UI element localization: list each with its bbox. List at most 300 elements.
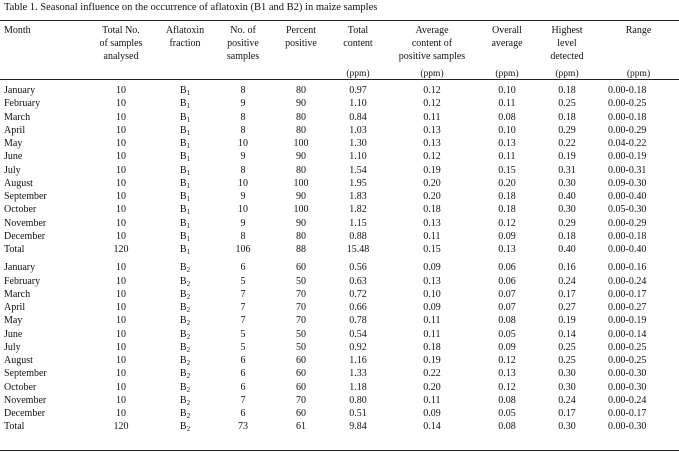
highest-level-cell: 0.16 xyxy=(558,262,576,274)
fraction-letter: B xyxy=(179,230,187,242)
overall-average-cell: 0.11 xyxy=(498,98,516,110)
fraction-cell xyxy=(156,301,214,314)
overall-average-cell: 0.12 xyxy=(498,217,516,229)
fraction-letter: B xyxy=(179,368,187,380)
positive-cell: 6 xyxy=(240,355,246,366)
header-row xyxy=(0,24,679,63)
percent-cell: 100 xyxy=(293,138,309,149)
total-content-cell: 1.83 xyxy=(349,191,367,202)
header-total-content: Total content xyxy=(343,25,373,49)
samples-cell: 10 xyxy=(116,368,126,380)
highest-level-cell: 0.30 xyxy=(558,421,576,433)
range-cell: 0.00-0.17 xyxy=(608,408,647,419)
table-row xyxy=(0,177,679,190)
table-row xyxy=(0,111,679,124)
unit-cell: (ppm) xyxy=(346,69,370,79)
fraction-subscript: 1 xyxy=(186,221,191,230)
average-content-cell: 0.09 xyxy=(423,262,441,274)
table-row xyxy=(0,275,679,288)
positive-cell: 9 xyxy=(240,217,246,229)
total-content-cell: 1.03 xyxy=(349,124,367,136)
overall-average-cell: 0.12 xyxy=(498,381,516,393)
samples-cell: 10 xyxy=(116,328,126,340)
percent-cell: 60 xyxy=(296,408,306,419)
fraction-subscript: 1 xyxy=(186,181,191,190)
highest-level-cell: 0.18 xyxy=(558,111,576,123)
overall-average-cell: 0.15 xyxy=(498,164,516,176)
table-row xyxy=(0,314,679,327)
highest-level-cell: 0.17 xyxy=(558,408,576,419)
percent-cell: 80 xyxy=(296,164,306,176)
samples-cell: 10 xyxy=(116,275,126,287)
fraction-subscript: 2 xyxy=(186,319,191,328)
fraction-cell xyxy=(156,97,214,110)
percent-cell: 70 xyxy=(296,302,306,313)
average-content-cell: 0.12 xyxy=(423,85,441,96)
highest-level-cell: 0.24 xyxy=(558,394,576,406)
highest-level-cell: 0.40 xyxy=(558,191,576,202)
positive-cell: 5 xyxy=(240,275,246,287)
total-content-cell: 0.63 xyxy=(349,275,367,287)
range-cell: 0.00-0.29 xyxy=(608,124,647,136)
range-cell: 0.00-0.30 xyxy=(608,368,647,380)
total-content-cell: 1.30 xyxy=(349,138,367,149)
samples-cell: 120 xyxy=(113,244,129,255)
fraction-cell xyxy=(156,190,214,203)
month-cell: December xyxy=(4,408,46,419)
highest-level-cell: 0.19 xyxy=(558,315,576,327)
total-content-cell: 0.54 xyxy=(349,328,367,340)
fraction-subscript: 2 xyxy=(186,292,191,301)
positive-cell: 6 xyxy=(240,408,246,419)
fraction-subscript: 2 xyxy=(186,306,191,314)
fraction-letter: B xyxy=(179,302,187,313)
fraction-cell xyxy=(156,275,214,288)
percent-cell: 90 xyxy=(296,98,306,110)
total-content-cell: 0.72 xyxy=(349,288,367,300)
table-row xyxy=(0,407,679,420)
average-content-cell: 0.13 xyxy=(423,275,441,287)
samples-cell: 10 xyxy=(116,204,126,216)
unit-cell xyxy=(214,63,272,80)
percent-cell: 88 xyxy=(296,244,306,255)
highest-level-cell: 0.25 xyxy=(558,98,576,110)
range-cell: 0.00-0.31 xyxy=(608,164,647,176)
month-cell: February xyxy=(4,98,41,110)
total-content-cell: 1.95 xyxy=(349,177,367,189)
unit-cell xyxy=(272,63,330,80)
percent-cell: 60 xyxy=(296,262,306,274)
fraction-subscript: 1 xyxy=(186,155,191,164)
average-content-cell: 0.19 xyxy=(423,164,441,176)
range-cell: 0.00-0.19 xyxy=(608,151,647,163)
header-average-content: Average content of positive samples xyxy=(398,25,466,62)
fraction-letter: B xyxy=(179,328,187,340)
table-row xyxy=(0,230,679,243)
samples-cell: 10 xyxy=(116,302,126,313)
fraction-letter: B xyxy=(179,138,187,149)
overall-average-cell: 0.12 xyxy=(498,355,516,366)
average-content-cell: 0.11 xyxy=(423,315,441,327)
fraction-cell xyxy=(156,217,214,230)
total-content-cell: 0.66 xyxy=(349,302,367,313)
fraction-subscript: 2 xyxy=(186,372,191,381)
fraction-cell xyxy=(156,341,214,354)
percent-cell: 50 xyxy=(296,341,306,353)
percent-cell: 80 xyxy=(296,111,306,123)
fraction-subscript: 1 xyxy=(186,248,191,256)
positive-cell: 10 xyxy=(238,177,248,189)
samples-cell: 10 xyxy=(116,138,126,149)
fraction-letter: B xyxy=(179,98,187,110)
fraction-cell xyxy=(156,288,214,301)
fraction-letter: B xyxy=(179,394,187,406)
range-cell: 0.00-0.24 xyxy=(608,394,647,406)
positive-cell: 106 xyxy=(235,244,251,255)
table-row xyxy=(0,261,679,274)
positive-cell: 6 xyxy=(240,262,246,274)
month-cell: June xyxy=(4,328,23,340)
total-content-cell: 0.78 xyxy=(349,315,367,327)
range-cell: 0.00-0.24 xyxy=(608,275,647,287)
percent-cell: 60 xyxy=(296,368,306,380)
table-row xyxy=(0,203,679,216)
fraction-cell xyxy=(156,261,214,274)
samples-cell: 10 xyxy=(116,288,126,300)
samples-cell: 10 xyxy=(116,111,126,123)
units-row xyxy=(0,63,679,80)
header-highest-level: Highest level detected xyxy=(550,25,584,62)
percent-cell: 80 xyxy=(296,230,306,242)
month-cell: January xyxy=(4,85,36,96)
average-content-cell: 0.20 xyxy=(423,177,441,189)
samples-cell: 10 xyxy=(116,262,126,274)
range-cell: 0.00-0.40 xyxy=(608,191,647,202)
positive-cell: 8 xyxy=(240,85,246,96)
month-cell: August xyxy=(4,177,33,189)
positive-cell: 10 xyxy=(238,138,248,149)
percent-cell: 100 xyxy=(293,177,309,189)
total-content-cell: 1.16 xyxy=(349,355,367,366)
fraction-letter: B xyxy=(179,421,187,433)
fraction-cell xyxy=(156,243,214,256)
positive-cell: 73 xyxy=(238,421,248,433)
positive-cell: 8 xyxy=(240,124,246,136)
average-content-cell: 0.22 xyxy=(423,368,441,380)
overall-average-cell: 0.07 xyxy=(498,302,516,313)
positive-cell: 5 xyxy=(240,328,246,340)
bottom-rule xyxy=(0,450,679,451)
fraction-letter: B xyxy=(179,244,187,255)
month-cell: October xyxy=(4,204,37,216)
fraction-subscript: 1 xyxy=(186,234,191,243)
average-content-cell: 0.09 xyxy=(423,302,441,313)
range-cell: 0.00-0.14 xyxy=(608,328,647,340)
range-cell: 0.00-0.27 xyxy=(608,302,647,313)
fraction-letter: B xyxy=(179,288,187,300)
month-cell: January xyxy=(4,262,36,274)
table-row xyxy=(0,217,679,230)
average-content-cell: 0.12 xyxy=(423,98,441,110)
overall-average-cell: 0.10 xyxy=(498,85,516,96)
highest-level-cell: 0.30 xyxy=(558,368,576,380)
fraction-cell xyxy=(156,150,214,163)
range-cell: 0.00-0.29 xyxy=(608,217,647,229)
highest-level-cell: 0.25 xyxy=(558,355,576,366)
highest-level-cell: 0.14 xyxy=(558,328,576,340)
percent-cell: 50 xyxy=(296,328,306,340)
fraction-subscript: 1 xyxy=(186,102,191,111)
samples-cell: 10 xyxy=(116,177,126,189)
samples-cell: 10 xyxy=(116,85,126,96)
fraction-letter: B xyxy=(179,275,187,287)
highest-level-cell: 0.30 xyxy=(558,177,576,189)
table-row xyxy=(0,84,679,97)
unit-cell xyxy=(156,63,214,80)
header-month: Month xyxy=(4,25,31,36)
percent-cell: 50 xyxy=(296,275,306,287)
fraction-letter: B xyxy=(179,408,187,419)
average-content-cell: 0.11 xyxy=(423,328,441,340)
percent-cell: 80 xyxy=(296,124,306,136)
overall-average-cell: 0.18 xyxy=(498,191,516,202)
samples-cell: 10 xyxy=(116,164,126,176)
month-cell: June xyxy=(4,151,23,163)
range-cell: 0.00-0.19 xyxy=(608,315,647,327)
positive-cell: 9 xyxy=(240,191,246,202)
average-content-cell: 0.20 xyxy=(423,191,441,202)
total-content-cell: 1.54 xyxy=(349,164,367,176)
total-content-cell: 1.10 xyxy=(349,98,367,110)
overall-average-cell: 0.13 xyxy=(498,138,516,149)
unit-cell xyxy=(86,63,156,80)
range-cell: 0.04-0.22 xyxy=(608,138,647,149)
table-row xyxy=(0,190,679,203)
samples-cell: 10 xyxy=(116,408,126,419)
fraction-letter: B xyxy=(179,111,187,123)
table-caption: Table 1. Seasonal influence on the occurrence of aflatoxin (B1 and B2) in maize samples xyxy=(4,2,378,13)
month-cell: March xyxy=(4,288,31,300)
table-row xyxy=(0,137,679,150)
month-cell: May xyxy=(4,138,23,149)
fraction-subscript: 2 xyxy=(186,398,191,407)
positive-cell: 8 xyxy=(240,111,246,123)
fraction-letter: B xyxy=(179,191,187,202)
fraction-subscript: 1 xyxy=(186,208,191,217)
samples-cell: 10 xyxy=(116,230,126,242)
fraction-letter: B xyxy=(179,164,187,176)
header-fraction: Aflatoxin fraction xyxy=(165,25,205,49)
fraction-letter: B xyxy=(179,204,187,216)
fraction-letter: B xyxy=(179,85,187,96)
month-cell: March xyxy=(4,111,31,123)
table-row xyxy=(0,301,679,314)
highest-level-cell: 0.29 xyxy=(558,124,576,136)
samples-cell: 120 xyxy=(113,421,129,433)
fraction-cell xyxy=(156,124,214,137)
samples-cell: 10 xyxy=(116,355,126,366)
samples-cell: 10 xyxy=(116,98,126,110)
fraction-letter: B xyxy=(179,315,187,327)
samples-cell: 10 xyxy=(116,381,126,393)
positive-cell: 7 xyxy=(240,315,246,327)
fraction-letter: B xyxy=(179,177,187,189)
month-cell: April xyxy=(4,302,26,313)
percent-cell: 70 xyxy=(296,288,306,300)
range-cell: 0.00-0.25 xyxy=(608,98,647,110)
positive-cell: 7 xyxy=(240,288,246,300)
total-content-cell: 0.88 xyxy=(349,230,367,242)
range-cell: 0.00-0.18 xyxy=(608,111,647,123)
percent-cell: 90 xyxy=(296,217,306,229)
overall-average-cell: 0.08 xyxy=(498,111,516,123)
total-content-cell: 1.33 xyxy=(349,368,367,380)
month-cell: Total xyxy=(4,244,25,255)
positive-cell: 10 xyxy=(238,204,248,216)
samples-cell: 10 xyxy=(116,341,126,353)
overall-average-cell: 0.13 xyxy=(498,368,516,380)
unit-cell: (ppm) xyxy=(626,69,651,79)
percent-cell: 60 xyxy=(296,381,306,393)
month-cell: May xyxy=(4,315,23,327)
range-cell: 0.05-0.30 xyxy=(608,204,647,216)
table-row xyxy=(0,367,679,380)
range-cell: 0.00-0.16 xyxy=(608,262,647,274)
overall-average-cell: 0.05 xyxy=(498,408,516,419)
positive-cell: 9 xyxy=(240,98,246,110)
fraction-cell xyxy=(156,328,214,341)
fraction-subscript: 1 xyxy=(186,142,191,150)
month-cell: September xyxy=(4,191,47,202)
total-content-cell: 0.80 xyxy=(349,394,367,406)
fraction-letter: B xyxy=(179,262,187,274)
b1-section xyxy=(0,84,679,256)
fraction-cell xyxy=(156,177,214,190)
overall-average-cell: 0.05 xyxy=(498,328,516,340)
average-content-cell: 0.09 xyxy=(423,408,441,419)
month-cell: November xyxy=(4,217,47,229)
fraction-cell xyxy=(156,367,214,380)
table-row xyxy=(0,328,679,341)
month-cell: December xyxy=(4,230,46,242)
fraction-cell xyxy=(156,203,214,216)
samples-cell: 10 xyxy=(116,191,126,202)
fraction-letter: B xyxy=(179,124,187,136)
fraction-subscript: 2 xyxy=(186,412,191,420)
total-content-cell: 0.92 xyxy=(349,341,367,353)
fraction-letter: B xyxy=(179,151,187,163)
top-rule xyxy=(0,20,679,21)
unit-cell: (ppm) xyxy=(495,69,519,79)
highest-level-cell: 0.29 xyxy=(558,217,576,229)
range-cell: 0.00-0.40 xyxy=(608,244,647,255)
unit-cell: (ppm) xyxy=(420,69,444,79)
average-content-cell: 0.11 xyxy=(423,111,441,123)
highest-level-cell: 0.31 xyxy=(558,164,576,176)
header-range: Range xyxy=(625,25,652,36)
fraction-cell xyxy=(156,111,214,124)
fraction-cell xyxy=(156,354,214,367)
table-row xyxy=(0,164,679,177)
total-content-cell: 1.82 xyxy=(349,204,367,216)
table-row xyxy=(0,341,679,354)
fraction-letter: B xyxy=(179,217,187,229)
highest-level-cell: 0.30 xyxy=(558,204,576,216)
fraction-subscript: 1 xyxy=(186,195,191,203)
month-cell: April xyxy=(4,124,26,136)
month-cell: November xyxy=(4,394,47,406)
range-cell: 0.00-0.25 xyxy=(608,355,647,366)
fraction-cell xyxy=(156,381,214,394)
month-cell: February xyxy=(4,275,41,287)
overall-average-cell: 0.06 xyxy=(498,262,516,274)
table-row xyxy=(0,243,679,256)
range-cell: 0.00-0.17 xyxy=(608,288,647,300)
table-row xyxy=(0,394,679,407)
total-content-cell: 0.84 xyxy=(349,111,367,123)
fraction-cell xyxy=(156,164,214,177)
fraction-cell xyxy=(156,407,214,420)
overall-average-cell: 0.07 xyxy=(498,288,516,300)
fraction-subscript: 1 xyxy=(186,128,191,137)
average-content-cell: 0.18 xyxy=(423,204,441,216)
average-content-cell: 0.13 xyxy=(423,138,441,149)
percent-cell: 80 xyxy=(296,85,306,96)
fraction-subscript: 2 xyxy=(186,385,191,394)
average-content-cell: 0.15 xyxy=(423,244,441,255)
fraction-subscript: 2 xyxy=(186,332,191,341)
fraction-cell xyxy=(156,230,214,243)
average-content-cell: 0.12 xyxy=(423,151,441,163)
range-cell: 0.00-0.30 xyxy=(608,381,647,393)
overall-average-cell: 0.08 xyxy=(498,394,516,406)
fraction-subscript: 2 xyxy=(186,266,191,275)
percent-cell: 61 xyxy=(296,421,306,433)
fraction-cell xyxy=(156,420,214,433)
range-cell: 0.00-0.25 xyxy=(608,341,647,353)
overall-average-cell: 0.13 xyxy=(498,244,516,255)
highest-level-cell: 0.18 xyxy=(558,230,576,242)
range-cell: 0.09-0.30 xyxy=(608,177,647,189)
highest-level-cell: 0.30 xyxy=(558,381,576,393)
percent-cell: 90 xyxy=(296,191,306,202)
highest-level-cell: 0.24 xyxy=(558,275,576,287)
positive-cell: 6 xyxy=(240,381,246,393)
samples-cell: 10 xyxy=(116,217,126,229)
average-content-cell: 0.13 xyxy=(423,217,441,229)
range-cell: 0.00-0.18 xyxy=(608,230,647,242)
header-total-samples: Total No. of samples analysed xyxy=(99,25,143,62)
fraction-cell xyxy=(156,394,214,407)
positive-cell: 6 xyxy=(240,368,246,380)
month-cell: September xyxy=(4,368,47,380)
table-row xyxy=(0,124,679,137)
percent-cell: 100 xyxy=(293,204,309,216)
positive-cell: 7 xyxy=(240,302,246,313)
total-content-cell: 1.18 xyxy=(349,381,367,393)
table-row xyxy=(0,420,679,433)
total-content-cell: 1.10 xyxy=(349,151,367,163)
average-content-cell: 0.11 xyxy=(423,394,441,406)
table-row xyxy=(0,354,679,367)
samples-cell: 10 xyxy=(116,151,126,163)
overall-average-cell: 0.08 xyxy=(498,315,516,327)
overall-average-cell: 0.09 xyxy=(498,230,516,242)
table-row xyxy=(0,381,679,394)
month-cell: Total xyxy=(4,421,25,433)
aflatoxin-table xyxy=(0,24,679,434)
positive-cell: 9 xyxy=(240,151,246,163)
